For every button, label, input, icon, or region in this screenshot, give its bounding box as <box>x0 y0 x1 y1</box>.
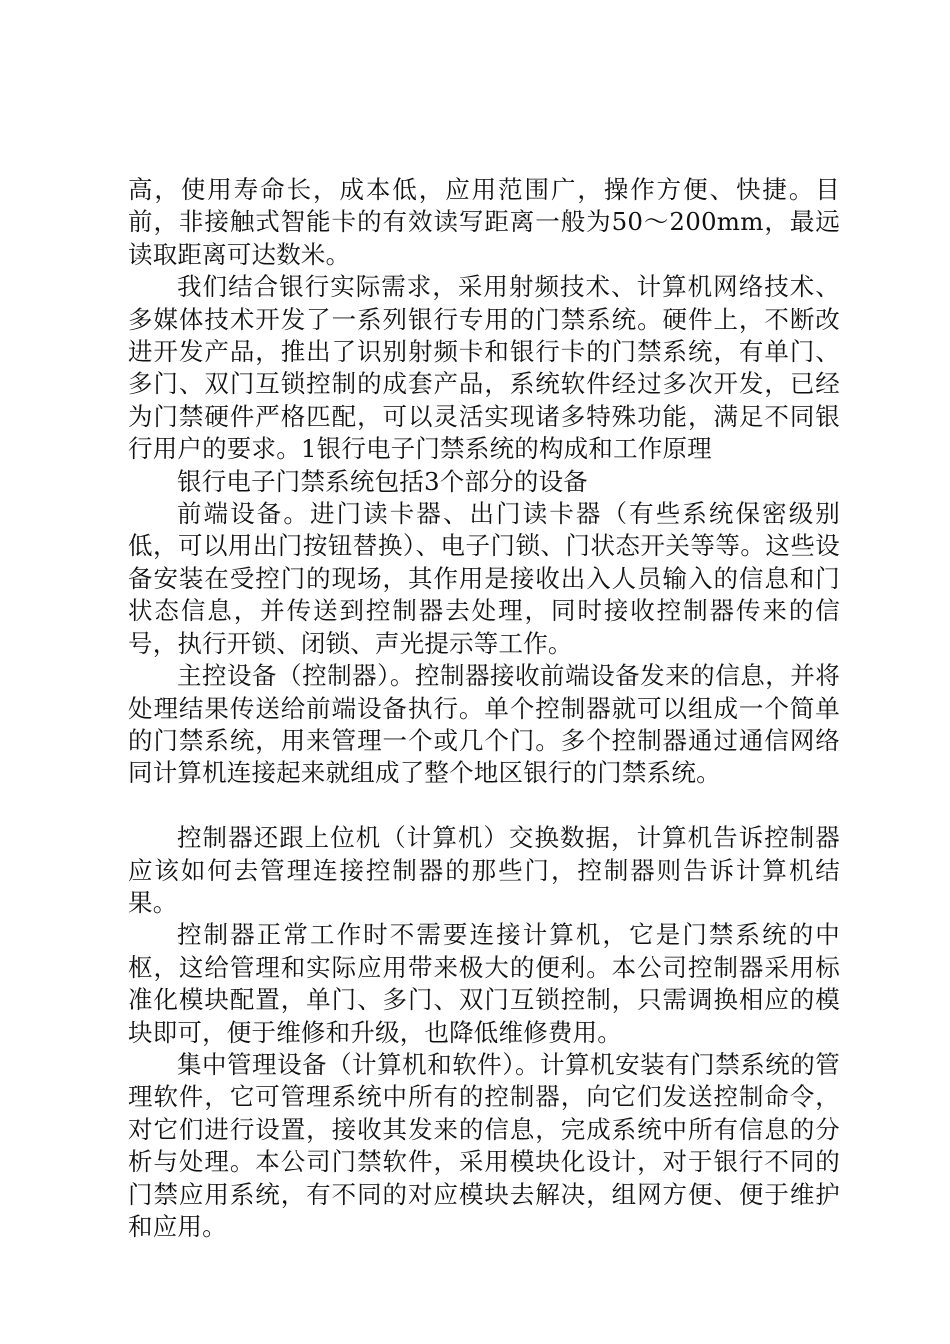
paragraph-three-parts: 银行电子门禁系统包括3个部分的设备 <box>177 466 588 496</box>
document-body <box>128 174 840 1243</box>
paragraph-main-controller: 主控设备（控制器）。控制器接收前端设备发来的信息，并将处理结果传送给前端设备执行。单个控制器就可以组成一个简单的门禁系统，用来管理一个或几个门。多个控制器通过通信网络同计算机连接起来就组成了整个地区银行的门禁系统。 <box>128 661 840 788</box>
paragraph-front-end-equipment: 前端设备。进门读卡器、出门读卡器（有些系统保密级别低，可以用出门按钮替换）、电子门锁、门状态开关等等。这些设备安装在受控门的现场，其作用是接收出入人员输入的信息和门状态信息，并传送到控制器去处理，同时接收控制器传来的信号，执行开锁、闭锁、声光提示等工作。 <box>128 499 840 658</box>
paragraph-spacer <box>128 790 840 822</box>
paragraph-continued: 高，使用寿命长，成本低，应用范围广，操作方便、快捷。目前，非接触式智能卡的有效读写距离一般为50～200mm，最远读取距离可达数米。 <box>128 175 840 269</box>
paragraph-controller-exchange: 控制器还跟上位机（计算机）交换数据，计算机告诉控制器应该如何去管理连接控制器的那些门，控制器则告诉计算机结果。 <box>128 823 840 917</box>
paragraph-controller-operation: 控制器正常工作时不需要连接计算机，它是门禁系统的中枢，这给管理和实际应用带来极大的便利。本公司控制器采用标准化模块配置，单门、多门、双门互锁控制，只需调换相应的模块即可，便于维修和升级，也降低维修费用。 <box>128 920 840 1047</box>
paragraph-bank-access-system: 我们结合银行实际需求，采用射频技术、计算机网络技术、多媒体技术开发了一系列银行专用的门禁系统。硬件上，不断改进开发产品，推出了识别射频卡和银行卡的门禁系统，有单门、多门、双门互锁控制的成套产品，系统软件经过多次开发，已经为门禁硬件严格匹配，可以灵活实现诸多特殊功能，满足不同银行用户的要求。1银行电子门禁系统的构成和工作原理 <box>128 272 840 464</box>
paragraph-central-management: 集中管理设备（计算机和软件）。计算机安装有门禁系统的管理软件，它可管理系统中所有的控制器，向它们发送控制命令，对它们进行设置，接收其发来的信息，完成系统中所有信息的分析与处理。本公司门禁软件，采用模块化设计，对于银行不同的门禁应用系统，有不同的对应模块去解决，组网方便、便于维护和应用。 <box>128 1049 840 1241</box>
